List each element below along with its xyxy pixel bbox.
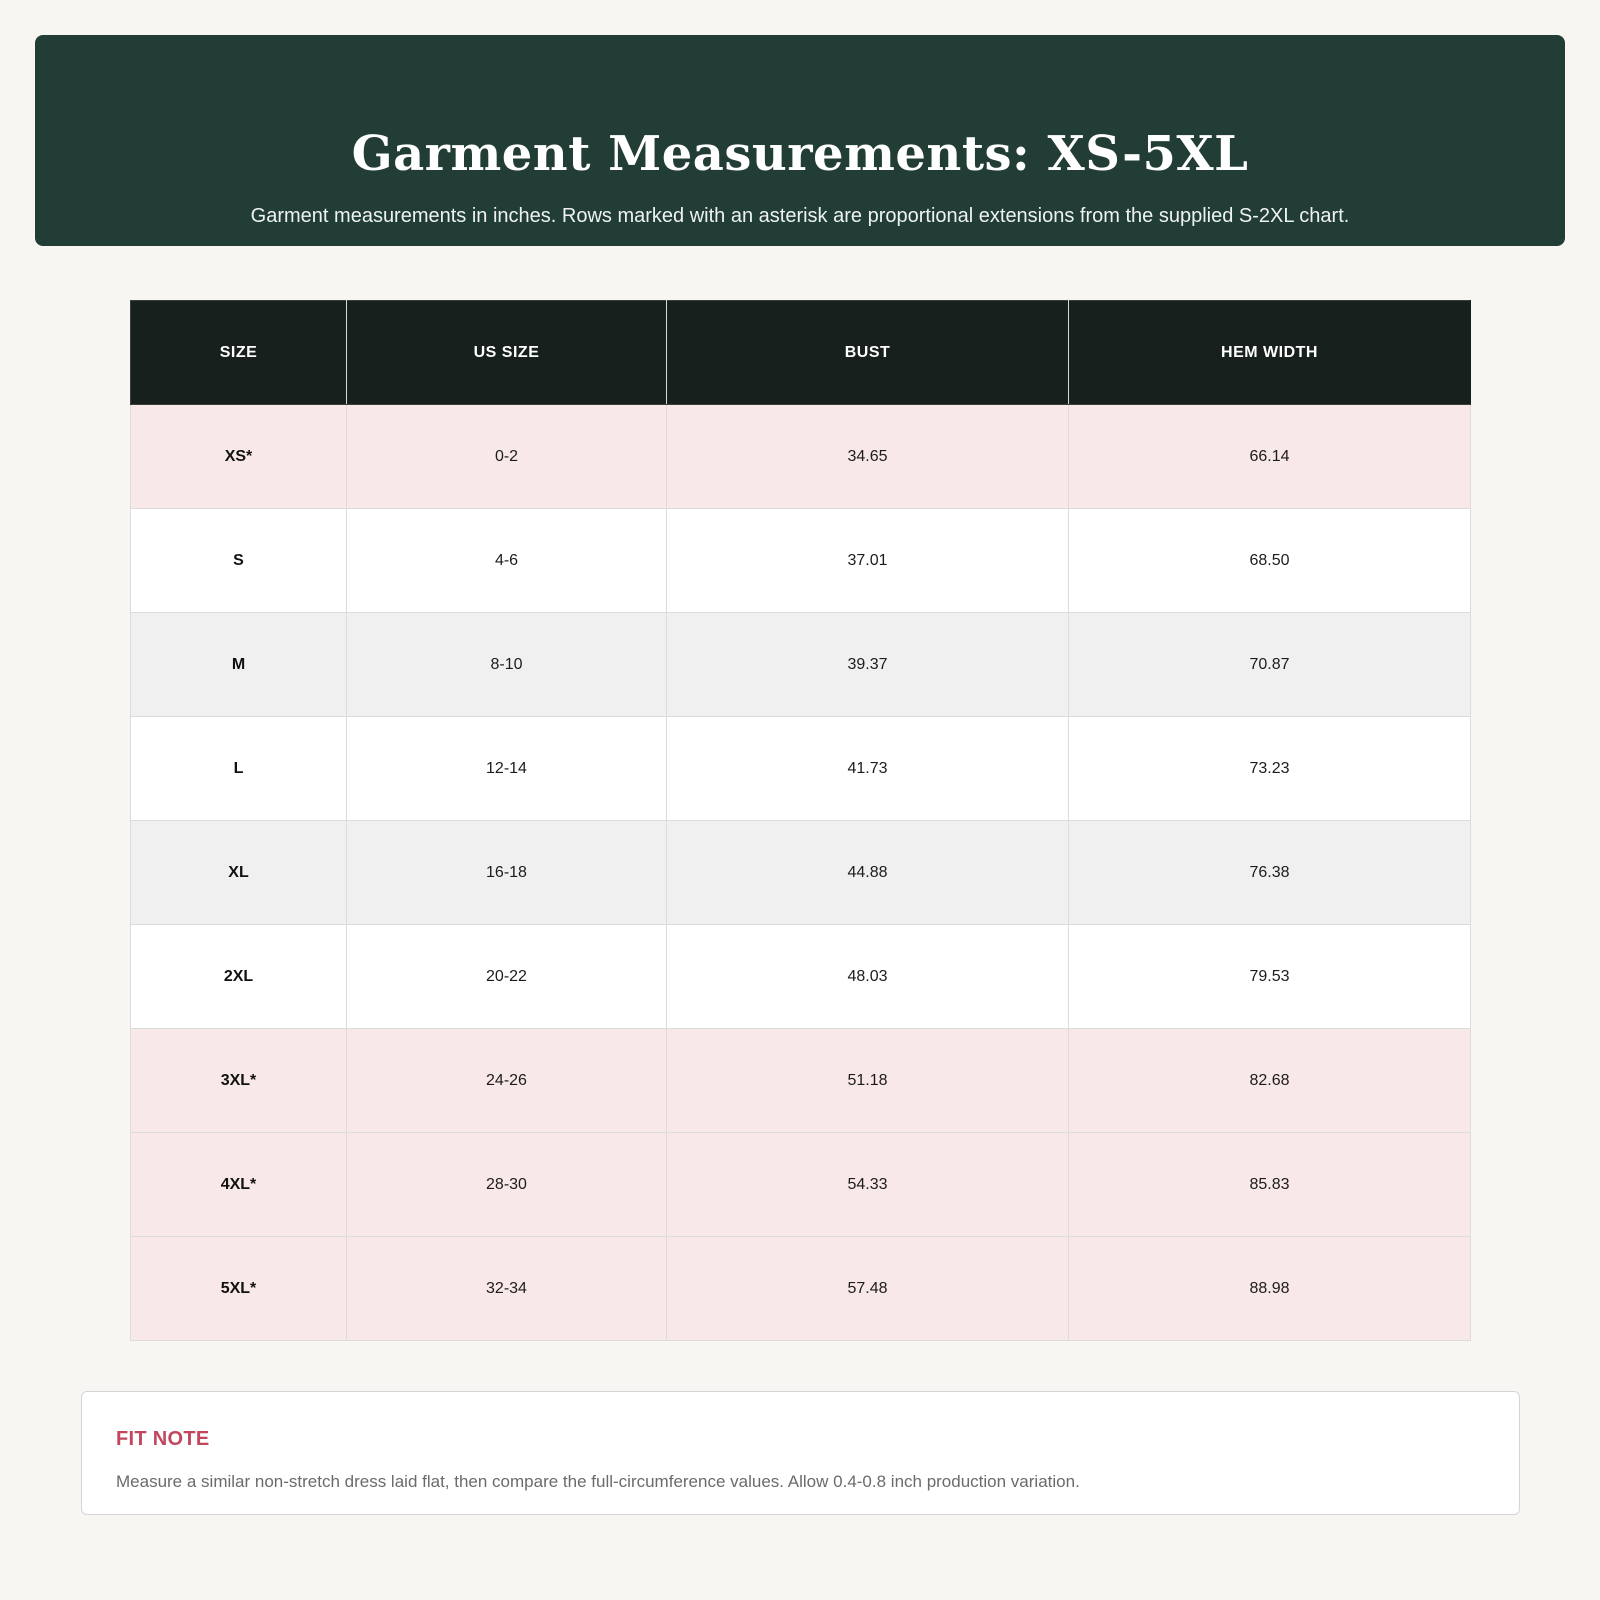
column-header-size: SIZE [131, 301, 347, 405]
hem-width-cell: 88.98 [1069, 1237, 1471, 1341]
bust-cell: 39.37 [667, 613, 1069, 717]
us-size-cell: 8-10 [347, 613, 667, 717]
table-header [131, 301, 1471, 405]
hem-width-cell: 76.38 [1069, 821, 1471, 925]
size-cell: S [131, 509, 347, 613]
hem-width-cell: 79.53 [1069, 925, 1471, 1029]
hem-width-cell: 66.14 [1069, 405, 1471, 509]
hem-width-cell: 73.23 [1069, 717, 1471, 821]
table-header-row [131, 301, 1471, 405]
table-row [131, 821, 1471, 925]
hem-width-cell: 85.83 [1069, 1133, 1471, 1237]
us-size-cell: 16-18 [347, 821, 667, 925]
column-header-hem-width: HEM WIDTH [1069, 301, 1471, 405]
table-row [131, 1237, 1471, 1341]
column-header-us-size: US SIZE [347, 301, 667, 405]
size-cell: M [131, 613, 347, 717]
table-row [131, 405, 1471, 509]
table-body [131, 405, 1471, 1341]
table-row [131, 925, 1471, 1029]
us-size-cell: 0-2 [347, 405, 667, 509]
table-row [131, 509, 1471, 613]
bust-cell: 54.33 [667, 1133, 1069, 1237]
fit-note-text: Measure a similar non-stretch dress laid flat, then compare the full-circumference values. Allow 0.4-0.8 inch production variation. [116, 1472, 1080, 1491]
bust-cell: 57.48 [667, 1237, 1069, 1341]
table-row [131, 1133, 1471, 1237]
size-cell: 4XL* [131, 1133, 347, 1237]
size-cell: 2XL [131, 925, 347, 1029]
size-chart-table [130, 300, 1471, 1341]
page-header [35, 35, 1565, 246]
size-cell: L [131, 717, 347, 821]
size-cell: 5XL* [131, 1237, 347, 1341]
table-row [131, 1029, 1471, 1133]
us-size-cell: 12-14 [347, 717, 667, 821]
page-subtitle: Garment measurements in inches. Rows marked with an asterisk are proportional extensions from the supplied S-2XL chart. [250, 205, 1350, 227]
hem-width-cell: 82.68 [1069, 1029, 1471, 1133]
size-cell: XS* [131, 405, 347, 509]
fit-note-title: FIT NOTE [116, 1428, 210, 1450]
size-cell: XL [131, 821, 347, 925]
table-row [131, 717, 1471, 821]
us-size-cell: 28-30 [347, 1133, 667, 1237]
column-header-bust: BUST [667, 301, 1069, 405]
bust-cell: 44.88 [667, 821, 1069, 925]
us-size-cell: 24-26 [347, 1029, 667, 1133]
size-cell: 3XL* [131, 1029, 347, 1133]
table-row [131, 613, 1471, 717]
us-size-cell: 4-6 [347, 509, 667, 613]
bust-cell: 51.18 [667, 1029, 1069, 1133]
bust-cell: 37.01 [667, 509, 1069, 613]
hem-width-cell: 70.87 [1069, 613, 1471, 717]
bust-cell: 41.73 [667, 717, 1069, 821]
us-size-cell: 20-22 [347, 925, 667, 1029]
page-title: Garment Measurements: XS-5XL [351, 126, 1249, 182]
bust-cell: 48.03 [667, 925, 1069, 1029]
us-size-cell: 32-34 [347, 1237, 667, 1341]
fit-note-card [81, 1391, 1520, 1515]
bust-cell: 34.65 [667, 405, 1069, 509]
hem-width-cell: 68.50 [1069, 509, 1471, 613]
